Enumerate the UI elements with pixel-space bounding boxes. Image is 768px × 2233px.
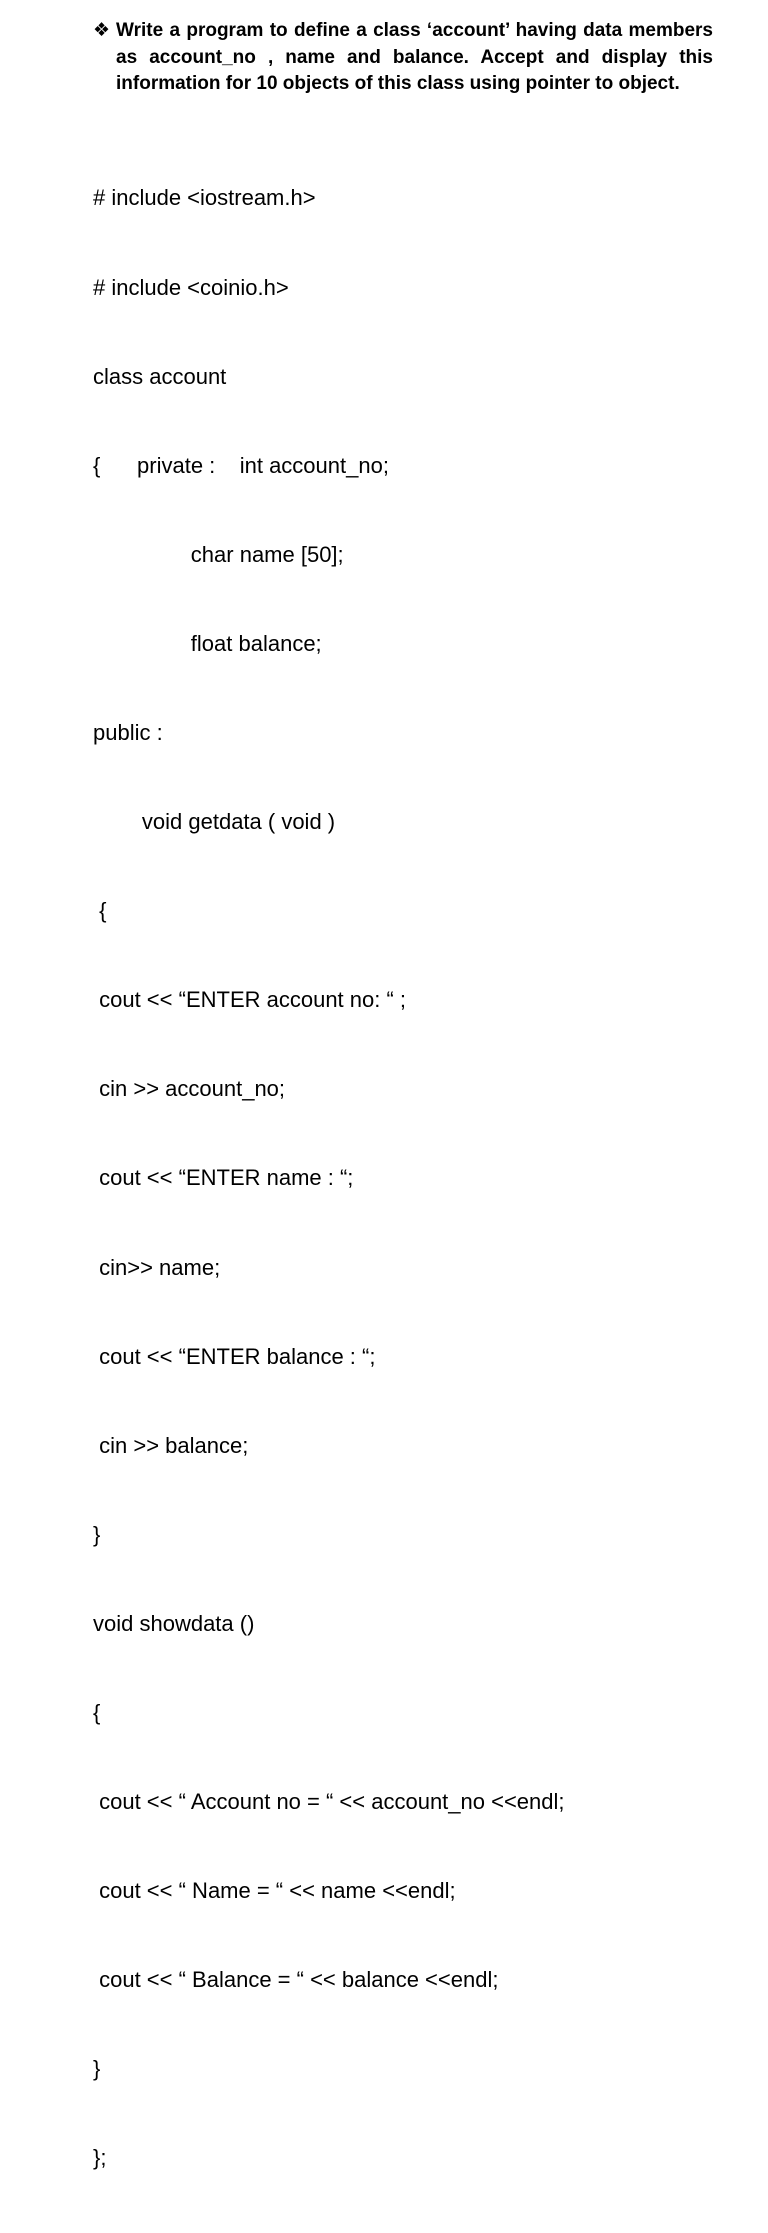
code-line: {: [93, 898, 107, 924]
code-line: # include <coinio.h>: [93, 274, 289, 300]
code-line: }: [93, 2056, 101, 2082]
code-line: cout << “ENTER name : “;: [93, 1165, 354, 1191]
code-line: cin >> account_no;: [93, 1076, 286, 1102]
code-line: cout << “ENTER account no: “ ;: [93, 987, 407, 1013]
code-line: cin >> balance;: [93, 1432, 249, 1458]
diamond-bullet-icon: ❖: [93, 20, 111, 41]
code-line: {: [93, 1700, 101, 1725]
code-line: char name [50];: [93, 541, 344, 567]
code-line: cout << “ Balance = “ << balance <<endl;: [93, 1967, 499, 1993]
code-line: };: [93, 2145, 107, 2171]
code-line: cout << “ Account no = “ << account_no <<endl;: [93, 1789, 565, 1815]
question-text: Write a program to define a class ‘account’ having data members as account_no , name and balance. Accept and display this information for 10 objects of this class using pointer to object.: [116, 20, 713, 94]
question-block: [93, 18, 713, 98]
code-line: void getdata ( void ): [93, 809, 336, 835]
code-line: { private : int account_no;: [93, 452, 389, 478]
code-line: cout << “ENTER balance : “;: [93, 1343, 376, 1369]
code-line: cin>> name;: [93, 1254, 221, 1280]
code-line: class account: [93, 363, 227, 389]
code-line: void showdata (): [93, 1610, 255, 1636]
code-listing: [93, 124, 733, 2233]
code-line: public :: [93, 719, 163, 745]
code-line: float balance;: [93, 630, 322, 656]
code-line: # include <iostream.h>: [93, 185, 316, 211]
code-line: cout << “ Name = “ << name <<endl;: [93, 1878, 456, 1904]
code-line: }: [93, 1521, 101, 1547]
